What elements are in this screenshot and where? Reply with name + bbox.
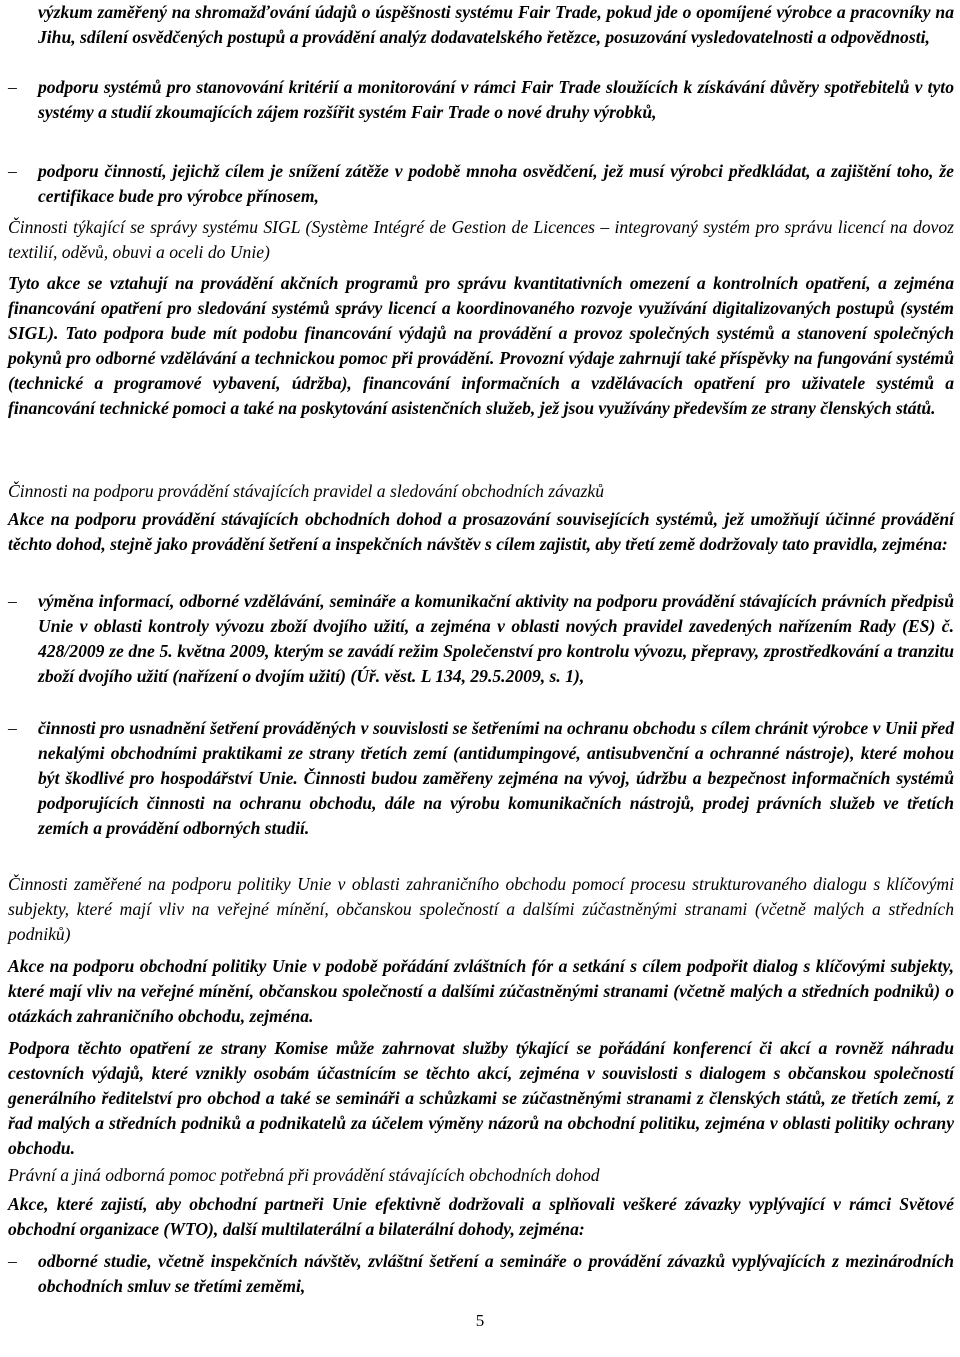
- list-item-text: podporu systémů pro stanovování kritérií a monitorování v rámci Fair Trade sloužících k získávání důvěry spotřebitelů v tyto systémy a studií zkoumajících zájem rozšířit systém Fair Trade o nové druhy výrobků,: [38, 77, 954, 122]
- list-item: [8, 75, 954, 125]
- list-item-text: činnosti pro usnadnění šetření prováděných v souvislosti se šetřeními na ochranu obchodu s cílem chránit výrobce v Unii před nekalými obchodními praktikami ze strany třetích zemí (antidumpingové, antisubvenční a ochranné nástroje), které mohou být škodlivé pro hospodářství Unie. Činnosti budou zaměřeny zejména na vývoj, údržbu a bezpečnost informačních systémů podporujících činnosti na ochranu obchodu, dále na výrobu komunikačních nástrojů, prodej právních služeb ve třetích zemích a provádění odborných studií.: [38, 718, 954, 838]
- page-number: 5: [475, 1311, 485, 1330]
- list-item-text: výzkum zaměřený na shromažďování údajů o úspěšnosti systému Fair Trade, pokud jde o opomíjené výrobce a pracovníky na Jihu, sdílení osvědčených postupů a provádění analýz dodavatelského řetězce, posuzování vysledovatelnosti a odpovědnosti,: [38, 2, 954, 47]
- paragraph: Tyto akce se vztahují na provádění akčních programů pro správu kvantitativních omezení a kontrolních opatření, a zejména financování opatření pro sledování systémů správy licencí a koordinovaného rozvoje využívání digitalizovaných postupů (systém SIGL). Tato podpora bude mít podobu financování výdajů na provádění a provoz společných systémů a stanovení společných pokynů pro odborné vzdělávání a technickou pomoc při provádění. Provozní výdaje zahrnují také příspěvky na fungování systémů (technické a programové vybavení, údržba), financování informačních a vzdělávacích opatření pro uživatele systémů a financování technické pomoci a také na poskytování asistenčních služeb, jež jsou využívány především ze strany členských států.: [8, 273, 954, 418]
- list-item: [8, 159, 954, 209]
- paragraph: Akce, které zajistí, aby obchodní partneři Unie efektivně dodržovali a splňovali veškeré závazky vyplývající v rámci Světové obchodní organizace (WTO), další multilaterální a bilaterální dohody, zejména:: [8, 1194, 954, 1239]
- section-heading: Činnosti zaměřené na podporu politiky Unie v oblasti zahraničního obchodu pomocí procesu strukturovaného dialogu s klíčovými subjekty, které mají vliv na veřejné mínění, občanskou společností a dalšími zúčastněnými stranami (včetně malých a středních podniků): [8, 874, 954, 944]
- dash-bullet: –: [8, 1251, 17, 1271]
- list-item: [8, 0, 954, 50]
- list-item-text: výměna informací, odborné vzdělávání, semináře a komunikační aktivity na podporu provádění stávajících právních předpisů Unie v oblasti kontroly vývozu zboží dvojího užití, a zejména v oblasti nových pravidel zavedených nařízením Rady (ES) č. 428/2009 ze dne 5. května 2009, kterým se zavádí režim Společenství pro kontrolu vývozu, přepravy, zprostředkování a tranzitu zboží dvojího užití (nařízení o dvojím užití) (Úř. věst. L 134, 29.5.2009, s. 1),: [38, 591, 954, 686]
- list-item-text: odborné studie, včetně inspekčních návštěv, zvláštní šetření a semináře o provádění závazků vyplývajících z mezinárodních obchodních smluv se třetími zeměmi,: [38, 1251, 954, 1296]
- section-heading: Činnosti na podporu provádění stávajících pravidel a sledování obchodních závazků: [8, 481, 604, 501]
- section-heading: Právní a jiná odborná pomoc potřebná při provádění stávajících obchodních dohod: [8, 1165, 600, 1185]
- list-item: [8, 589, 954, 689]
- paragraph: Akce na podporu obchodní politiky Unie v podobě pořádání zvláštních fór a setkání s cílem podpořit dialog s klíčovými subjekty, které mají vliv na veřejné mínění, občanskou společností a dalšími zúčastněnými stranami (včetně malých a středních podniků) o otázkách zahraničního obchodu, zejména.: [8, 956, 954, 1026]
- paragraph: Podpora těchto opatření ze strany Komise může zahrnovat služby týkající se pořádání konferencí či akcí a rovněž náhradu cestovních výdajů, které vznikly osobám účastnícím se těchto akcí, zejména v souvislosti s dialogem s občanskou společností generálního ředitelství pro obchod a také se semináři a schůzkami se zúčastněnými stranami z členských států, ze třetích zemí, z řad malých a středních podniků a podnikatelů za účelem výměny názorů na obchodní politiku, zejména v oblasti politiky ochrany obchodu.: [8, 1038, 954, 1158]
- dash-bullet: –: [8, 718, 17, 738]
- paragraph: Akce na podporu provádění stávajících obchodních dohod a prosazování souvisejících systémů, jež umožňují účinné provádění těchto dohod, stejně jako provádění šetření a inspekčních návštěv s cílem zajistit, aby třetí země dodržovaly tato pravidla, zejména:: [8, 509, 954, 554]
- dash-bullet: –: [8, 161, 17, 181]
- dash-bullet: –: [8, 591, 17, 611]
- section-heading: Činnosti týkající se správy systému SIGL (Système Intégré de Gestion de Licences – integrovaný systém pro správu licencí na dovoz textilií, oděvů, obuvi a oceli do Unie): [8, 217, 954, 262]
- list-item: [8, 716, 954, 841]
- list-item-text: podporu činností, jejichž cílem je snížení zátěže v podobě mnoha osvědčení, jež musí výrobci předkládat, a zajištění toho, že certifikace bude pro výrobce přínosem,: [38, 161, 954, 206]
- dash-bullet: –: [8, 77, 17, 97]
- list-item: [8, 1249, 954, 1299]
